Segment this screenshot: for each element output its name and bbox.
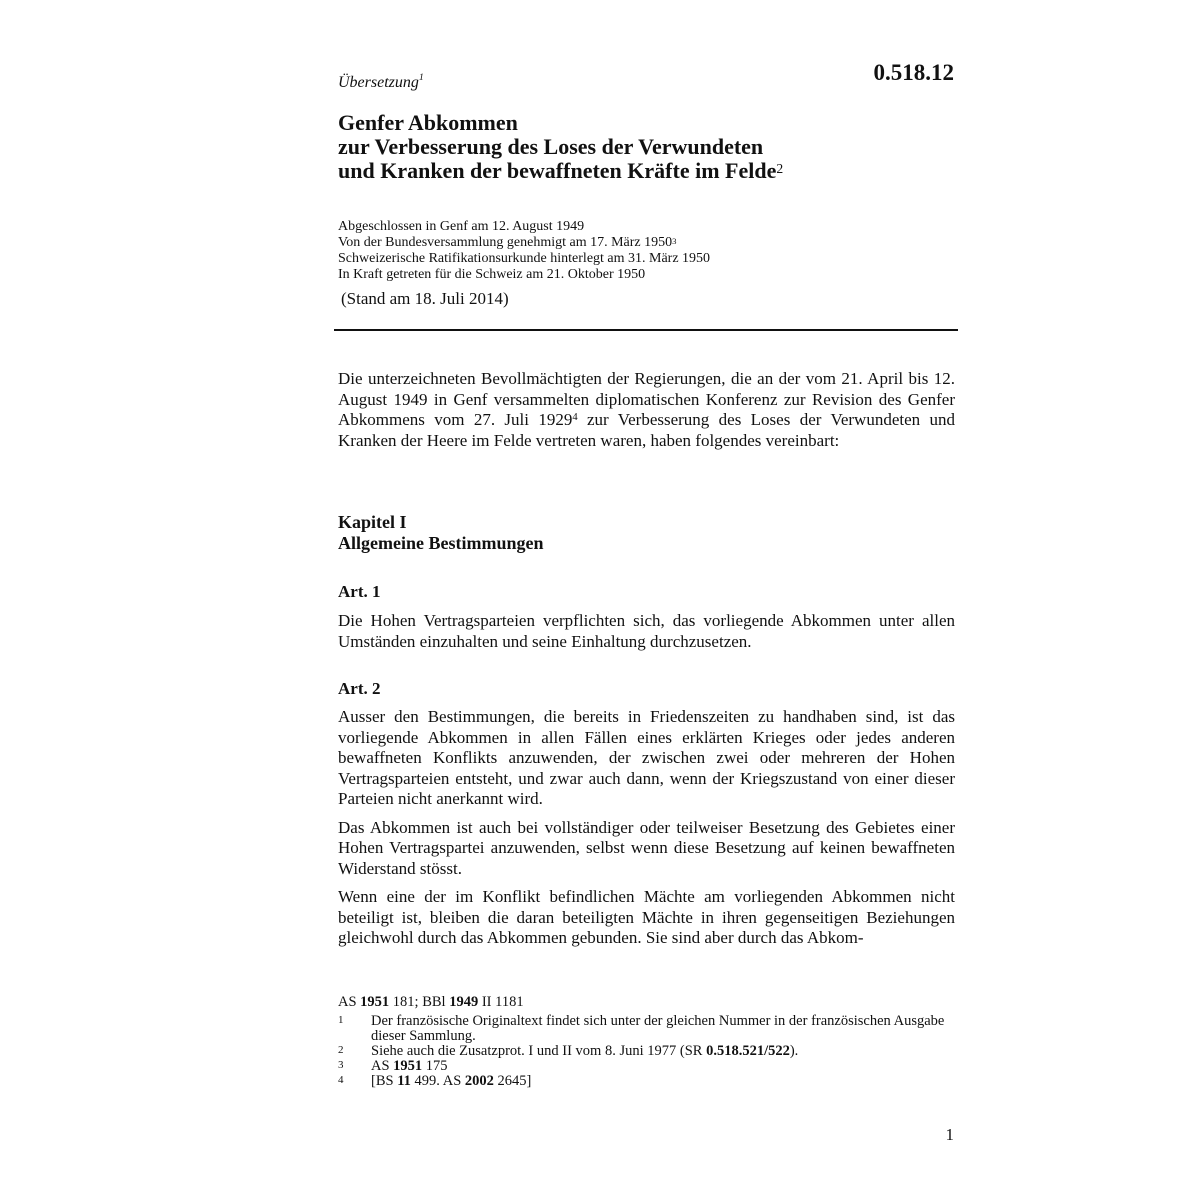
article-body (338, 707, 955, 949)
article-title: Art. 2 (338, 679, 381, 698)
sr-number: 0.518.12 (873, 60, 954, 85)
footnote-ref[interactable]: 1 (418, 72, 424, 83)
footnote-text: Der französische Originaltext findet sich unter der gleichen Nummer in der französischen Ausgabe dieser Sammlung. (371, 1013, 945, 1044)
meta-line: In Kraft getreten für die Schweiz am 21. Oktober 1950 (338, 267, 646, 282)
meta-line: Von der Bundesversammlung genehmigt am 17. März 1950$^3$ (338, 235, 677, 250)
footnote (338, 1074, 958, 1089)
article-paragraph: Das Abkommen ist auch bei vollständiger oder teilweiser Besetzung des Gebietes einer Hohen Vertragspartei anzuwenden, selbst wenn diese Besetzung auf keinen bewaffneten Widerstand stösst. (338, 817, 955, 878)
document-title (338, 111, 978, 183)
footnote-text: AS 1951 175 (371, 1058, 448, 1074)
footnote-number: 1 (338, 1014, 344, 1026)
article-body (338, 611, 955, 652)
chapter-heading (338, 512, 543, 554)
article-title: Art. 1 (338, 582, 381, 601)
footnote-text: Siehe auch die Zusatzprot. I und II vom 8. Juni 1977 (SR 0.518.521/522). (371, 1043, 799, 1059)
chapter-title: Allgemeine Bestimmungen (338, 533, 544, 553)
title-line: zur Verbesserung des Loses der Verwundeten (338, 134, 764, 159)
page-number: 1 (945, 1125, 954, 1144)
footnote-ref[interactable]: 2 (776, 161, 784, 176)
footnote-number: 4 (338, 1074, 344, 1086)
meta-line: Abgeschlossen in Genf am 12. August 1949 (338, 219, 585, 234)
footnote-ref[interactable]: 4 (572, 412, 578, 423)
sr-link[interactable]: 0.518.521/522 (706, 1043, 790, 1059)
footnote-number: 3 (338, 1059, 344, 1071)
footnote (338, 1044, 958, 1059)
enactment-info (338, 219, 710, 283)
translation-note (338, 74, 424, 92)
title-line: und Kranken der bewaffneten Kräfte im Felde$^2$ (338, 158, 784, 183)
footnote-number: 2 (338, 1044, 344, 1056)
preamble: Die unterzeichneten Bevollmächtigten der Regierungen, die an der vom 21. April bis 12. August 1949 in Genf versammelten diplomatischen Konferenz zur Revision des Genfer Abkommens vom 27. Juli 1929$^4$ zur Verbesserung des Loses der Verwundeten und Kranken der Heere im Felde vertreten waren, haben folgendes vereinbart: (338, 369, 955, 450)
title-line: Genfer Abkommen (338, 110, 518, 135)
translation-label: Übersetzung (338, 74, 419, 91)
chapter-number: Kapitel I (338, 512, 407, 532)
header-divider (334, 329, 958, 331)
source-reference: AS 1951 181; BBl 1949 II 1181 (338, 994, 524, 1010)
footnotes (338, 995, 958, 1089)
status-date: (Stand am 18. Juli 2014) (341, 289, 509, 308)
footnote (338, 1059, 958, 1074)
article-paragraph: Ausser den Bestimmungen, die bereits in Friedenszeiten zu handhaben sind, ist das vorliegende Abkommen in allen Fällen eines erklärten Krieges oder jedes anderen bewaffneten Konflikts anzuwenden, der zwischen zwei oder mehreren der Hohen Vertragsparteien entsteht, und zwar auch dann, wenn der Kriegszustand von einer dieser Parteien nicht anerkannt wird. (338, 707, 955, 808)
footnote (338, 1014, 958, 1044)
footnote-ref[interactable]: 3 (672, 236, 677, 246)
footnote-text: [BS 11 499. AS 2002 2645] (371, 1073, 532, 1089)
article-paragraph: Wenn eine der im Konflikt befindlichen Mächte am vorliegenden Abkommen nicht beteiligt ist, bleiben die daran beteiligten Mächte in ihren gegenseitigen Beziehungen gleichwohl durch das Abkommen gebunden. Sie sind aber durch das Abkom- (338, 887, 955, 947)
meta-line: Schweizerische Ratifikationsurkunde hinterlegt am 31. März 1950 (338, 251, 711, 266)
article-paragraph: Die Hohen Vertragsparteien verpflichten sich, das vorliegende Abkommen unter allen Umständen einzuhalten und seine Einhaltung durchzusetzen. (338, 611, 955, 651)
